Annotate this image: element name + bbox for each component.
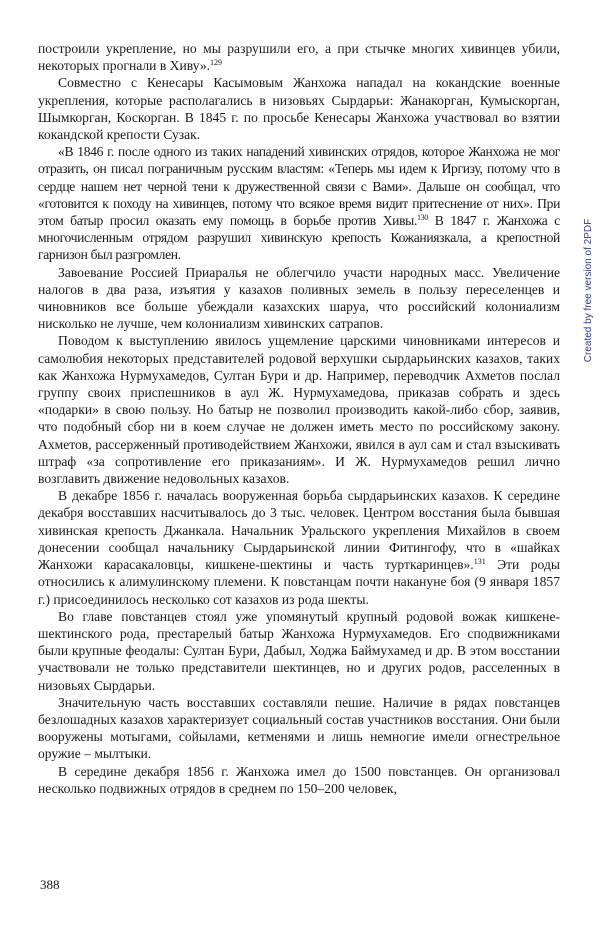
footnote-ref-131: 131 — [473, 557, 486, 567]
footnote-ref-130: 130 — [417, 213, 428, 223]
paragraph-3 — [38, 143, 560, 263]
paragraph-6 — [38, 487, 560, 607]
paragraph-6-text-b: Эти роды относились к алимулинскому племени. К повстанцам почти накануне боя (9 января 1857 г.) присоединилось несколько сот казахов из рода шекты. — [38, 557, 560, 607]
paragraph-7: Во главе повстанцев стоял уже упомянутый крупный родовой вожак кишкене-шектинского рода, престарелый батыр Жанхожа Нурмухамедов. Его сподвижниками были крупные феодалы: Султан Бури, Дабыл, Ходжа Баймухамед и др. В этом восстании участвовали не только представители шектинцев, но и других родов, расселенных в низовьях Сырдарьи. — [38, 608, 560, 693]
paragraph-5: Поводом к выступлению явилось ущемление царскими чиновниками интересов и самолюбия некоторых представителей родовой верхушки сырдарьинских казахов, таких как Жанхожа Нурмухамедов, Султан Бури и др. Например, переводчик Ахметов послал группу своих приспешников в аул Ж. Нурмухамедова, приказав собрать и здесь «подарки» в свою пользу. Но батыр не позволил производить какой-либо сбор, заявив, что подобный сбор ни в коем случае не должен иметь место по российскому закону. Ахметов, рассерженный противодействием Жанхожи, явился в аул сам и стал взыскивать штраф «за сопротивление его приказаниям». И Ж. Нурмухамедов решил лично возглавить движение недовольных казахов. — [38, 333, 560, 487]
paragraph-6-text-a: В декабре 1856 г. началась вооруженная борьба сырдарьинских казахов. К середине декабря восставших насчитывалось до 3 тыс. человек. Центром восстания была бывшая хивинская крепость Джанкала. Начальник Уральского укрепления Михайлов в своем донесении сообщал начальнику Сырдарьинской линии Фитингофу, что в «шайках Жанхожи карасакаловцы, кишкене-шектины и часть турткаринцев». — [38, 488, 560, 573]
footnote-ref-129: 129 — [210, 58, 223, 68]
paragraph-2: Совместно с Кенесары Касымовым Жанхожа нападал на кокандские военные укрепления, которые располагались в низовьях Сырдарьи: Жанакорган, Кумыскорган, Шымкорган, Коскорган. В 1845 г. по просьбе Кенесары Жанхожа участвовал во взятии кокандской крепости Сузак. — [38, 75, 560, 143]
paragraph-4: Завоевание Россией Приаралья не облегчило участи народных масс. Увеличение налогов в два раза, изъятия у казахов поливных земель в пользу переселенцев и чиновников все больше убеждали казахских шаруа, что российский колониализм нисколько не лучше, чем колониализм хивинских сатрапов. — [38, 264, 560, 332]
paragraph-3-text-b: В 1847 г. Жанхожа с многочисленным отрядом разрушил хивинскую крепость Кожаниязкала, а крепостной гарнизон был разгромлен. — [38, 213, 560, 263]
paragraph-3-text-a: «В 1846 г. после одного из таких нападений хивинских отрядов, которое Жанхожа не мог отразить, он писал пограничным русским властям: «Теперь мы идем к Иргизу, потому что в сердце нашем нет черной тени к дружественной связи с Вами». Дальше он сообщал, что «готовится к походу на хивинцев, потому что всякое время видит притеснение от них». При этом батыр просил оказать ему помощь в борьбе против Хивы. — [38, 144, 560, 229]
paragraph-1 — [38, 40, 560, 74]
paragraph-9: В середине декабря 1856 г. Жанхожа имел до 1500 повстанцев. Он организовал несколько подвижных отрядов в среднем по 150–200 человек, — [38, 763, 560, 796]
watermark-text: Created by free version of 2PDF — [583, 218, 595, 362]
watermark — [582, 200, 596, 380]
paragraph-8: Значительную часть восставших составляли пешие. Наличие в рядах повстанцев безлошадных казахов характеризует социальный состав участников восстания. Они были вооружены мотыгами, сойылами, кетменями и лишь немногие имели огнестрельное оружие – мылтыки. — [38, 694, 560, 762]
paragraph-1-text: построили укрепление, но мы разрушили его, а при стычке многих хивинцев убили, некоторых прогнали в Хиву». — [38, 41, 560, 74]
page-number: 388 — [40, 877, 60, 892]
page-body — [38, 40, 560, 797]
